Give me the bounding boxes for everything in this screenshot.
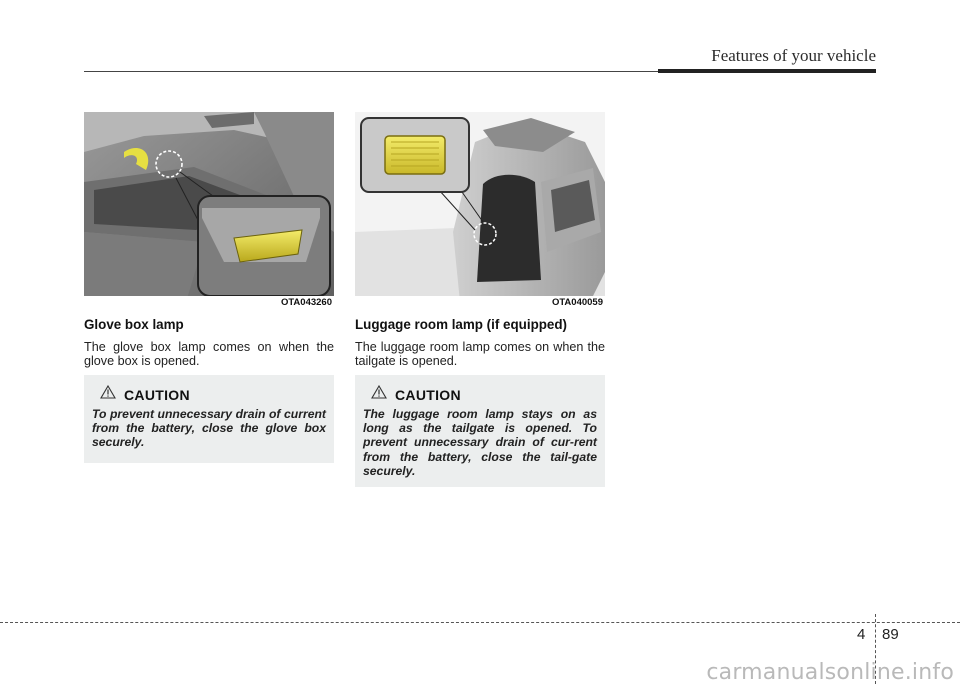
caution-box-glove-box bbox=[84, 375, 334, 463]
section-title: Features of your vehicle bbox=[711, 46, 876, 65]
section-body: The glove box lamp comes on when the glove box is opened. bbox=[84, 340, 334, 368]
warning-icon bbox=[100, 385, 116, 404]
header-rule-accent bbox=[658, 69, 876, 73]
section-heading: Luggage room lamp (if equipped) bbox=[355, 317, 568, 332]
watermark: carmanualsonline.info bbox=[706, 660, 954, 685]
luggage-room-illustration bbox=[355, 112, 605, 309]
caution-text: The luggage room lamp stays on as long as the tailgate is opened. To prevent unnecessary drain of cur-rent from the battery, close the tail-gate securely. bbox=[363, 407, 597, 478]
footer-rule bbox=[0, 622, 960, 623]
glove-box-section bbox=[84, 112, 334, 368]
caution-title: CAUTION bbox=[124, 386, 190, 403]
chapter-number: 4 bbox=[857, 626, 866, 643]
caution-title: CAUTION bbox=[395, 386, 461, 403]
section-heading: Glove box lamp bbox=[84, 317, 184, 332]
caution-text: To prevent unnecessary drain of current from the battery, close the glove box securely. bbox=[92, 407, 326, 450]
caution-box-luggage-room bbox=[355, 375, 605, 487]
glove-box-illustration bbox=[84, 112, 334, 309]
warning-icon bbox=[371, 385, 387, 404]
luggage-room-section bbox=[355, 112, 605, 368]
figure-code: OTA040059 bbox=[551, 297, 603, 308]
figure-code: OTA043260 bbox=[280, 297, 332, 308]
section-body: The luggage room lamp comes on when the tailgate is opened. bbox=[355, 340, 605, 368]
page-number: 89 bbox=[882, 626, 899, 643]
